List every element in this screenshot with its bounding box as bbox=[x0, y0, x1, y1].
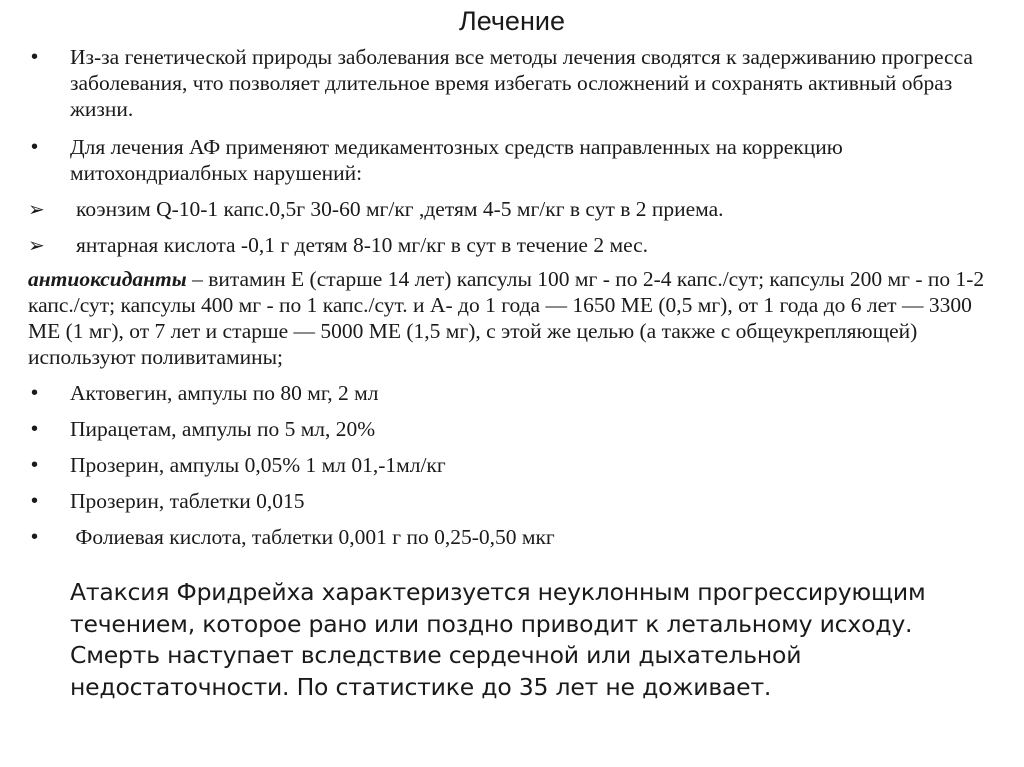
antioxidants-text: – витамин Е (старше 14 лет) капсулы 100 мг - по 2-4 капс./сут; капсулы 200 мг - по 1-2 капс./сут; капсулы 400 мг - по 1 капс./сут. и А- до 1 года — 1650 МЕ (0,5 мг), от 1 года до 6 лет — 3300 МЕ (1 мг), от 7 лет и старше — 5000 МЕ (1,5 мг), с этой же целью (а также с общеукрепляющей) используют поливитамины; bbox=[28, 267, 985, 369]
bullet-text: Для лечения АФ применяют медикаментозных средств направленных на коррекцию митохондриалбных нарушений: bbox=[70, 135, 843, 185]
bullet-marker: • bbox=[31, 418, 39, 440]
arrow-item-coenzyme bbox=[28, 196, 1003, 222]
slide-content bbox=[28, 44, 1003, 550]
summary-paragraph: Атаксия Фридрейха характеризуется неуклонным прогрессирующим течением, которое рано или поздно приводит к летальному исходу. Смерть наступает вследствие сердечной или дыхательной недостаточности. По статистике до 35 лет не доживает. bbox=[70, 578, 926, 701]
bullet-item-genetic bbox=[28, 44, 1003, 122]
bullet-marker: • bbox=[31, 454, 39, 476]
bullet-marker: • bbox=[31, 136, 39, 158]
bullet-text: Фолиевая кислота, таблетки 0,001 г по 0,25-0,50 мкг bbox=[70, 525, 555, 549]
bullet-marker: • bbox=[31, 526, 39, 548]
arrow-text: коэнзим Q-10-1 капс.0,5г 30-60 мг/кг ,детям 4-5 мг/кг в сут в 2 приема. bbox=[76, 197, 724, 221]
bullet-text: Прозерин, таблетки 0,015 bbox=[70, 489, 305, 513]
bullet-text: Прозерин, ампулы 0,05% 1 мл 01,-1мл/кг bbox=[70, 453, 446, 477]
arrow-item-succinic-acid bbox=[28, 232, 1003, 258]
bullet-marker: • bbox=[31, 490, 39, 512]
arrow-marker: ➢ bbox=[28, 197, 45, 221]
bullet-marker: • bbox=[31, 46, 39, 68]
arrow-marker: ➢ bbox=[28, 233, 45, 257]
drug-item-folic-acid bbox=[28, 524, 1003, 550]
bullet-marker: • bbox=[31, 382, 39, 404]
bullet-text: Пирацетам, ампулы по 5 мл, 20% bbox=[70, 417, 376, 441]
drug-item-proserin-tablets bbox=[28, 488, 1003, 514]
slide-title: Лечение bbox=[459, 6, 565, 36]
drug-item-piracetam bbox=[28, 416, 1003, 442]
arrow-text: янтарная кислота -0,1 г детям 8-10 мг/кг в сут в течение 2 мес. bbox=[76, 233, 649, 257]
drug-item-proserin-ampoules bbox=[28, 452, 1003, 478]
drug-item-actovegin bbox=[28, 380, 1003, 406]
antioxidants-paragraph bbox=[28, 266, 1003, 370]
bullet-text: Актовегин, ампулы по 80 мг, 2 мл bbox=[70, 381, 379, 405]
bullet-item-treatment bbox=[28, 134, 1003, 186]
bullet-text: Из-за генетической природы заболевания все методы лечения сводятся к задерживанию прогресса заболевания, что позволяет длительное время избегать осложнений и сохранять активный образ жизни. bbox=[70, 45, 973, 121]
antioxidants-term: антиоксиданты bbox=[28, 267, 187, 291]
